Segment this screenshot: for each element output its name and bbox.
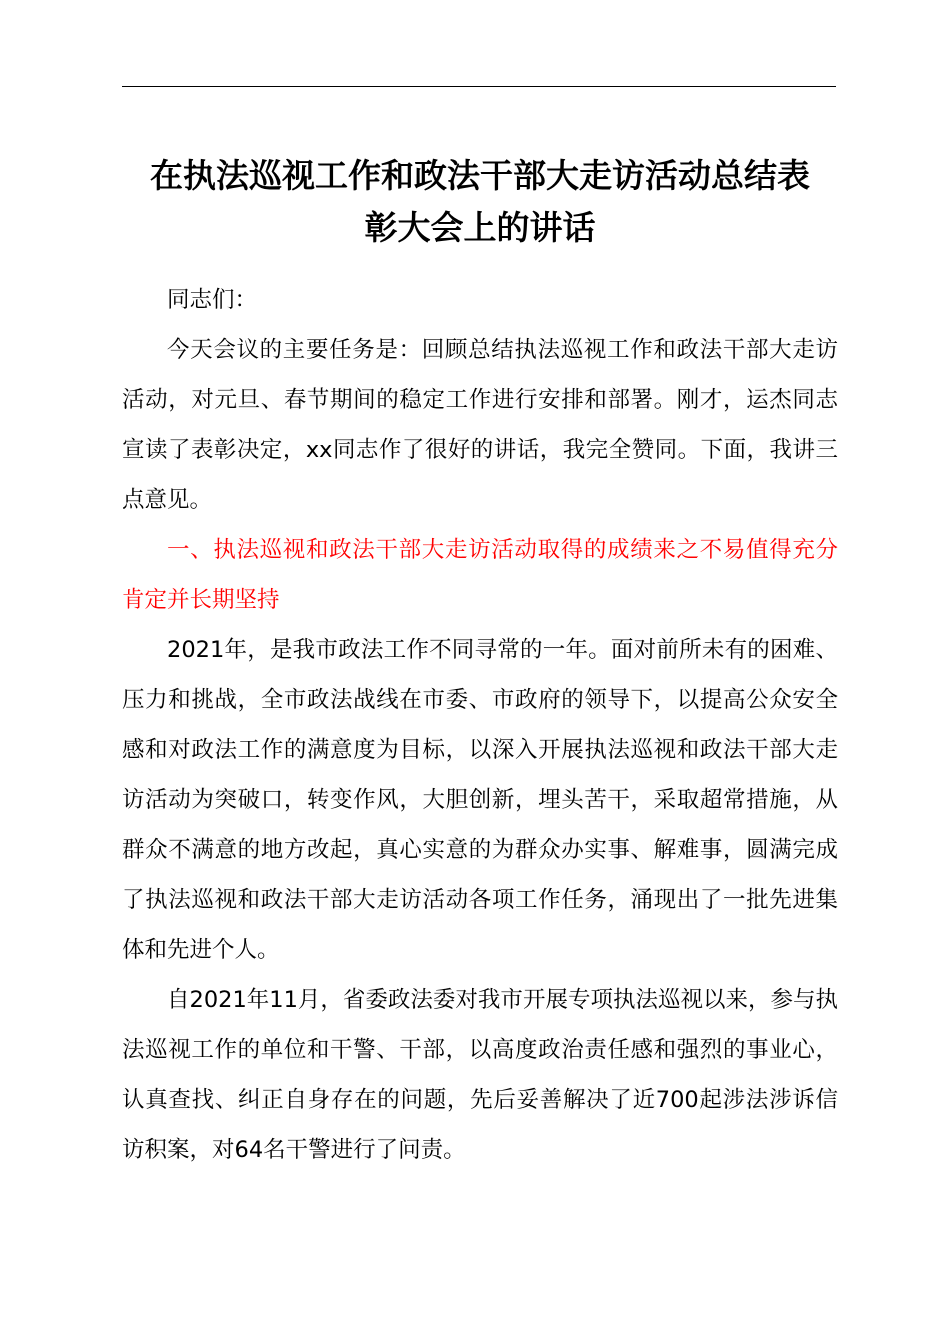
body-paragraph: 自2021年11月，省委政法委对我市开展专项执法巡视以来，参与执法巡视工作的单位和干警、干部，以高度政治责任感和强烈的事业心，认真查找、纠正自身存在的问题，先后妥善解决了近700起涉法涉诉信访积案，对64名干警进行了问责。 [122,987,838,1163]
intro-paragraph: 今天会议的主要任务是：回顾总结执法巡视工作和政法干部大走访活动，对元旦、春节期间的稳定工作进行安排和部署。刚才，运杰同志宣读了表彰决定，xx同志作了很好的讲话，我完全赞同。下面，我讲三点意见。 [122,337,838,513]
body-paragraph: 2021年，是我市政法工作不同寻常的一年。面对前所未有的困难、压力和挑战，全市政法战线在市委、市政府的领导下，以提高公众安全感和对政法工作的满意度为目标，以深入开展执法巡视和政法干部大走访活动为突破口，转变作风，大胆创新，埋头苦干，采取超常措施，从群众不满意的地方改起，真心实意的为群众办实事、解难事，圆满完成了执法巡视和政法干部大走访活动各项工作任务，涌现出了一批先进集体和先进个人。 [122,637,838,963]
title-line-2: 彰大会上的讲话 [364,208,596,247]
document-title [100,150,860,254]
salutation: 同志们： [167,287,258,313]
section-heading-1: 一、执法巡视和政法干部大走访活动取得的成绩来之不易值得充分肯定并长期坚持 [122,537,838,613]
header-rule [122,86,836,87]
title-line-1: 在执法巡视工作和政法干部大走访活动总结表 [150,156,810,195]
document-body [122,275,838,1175]
